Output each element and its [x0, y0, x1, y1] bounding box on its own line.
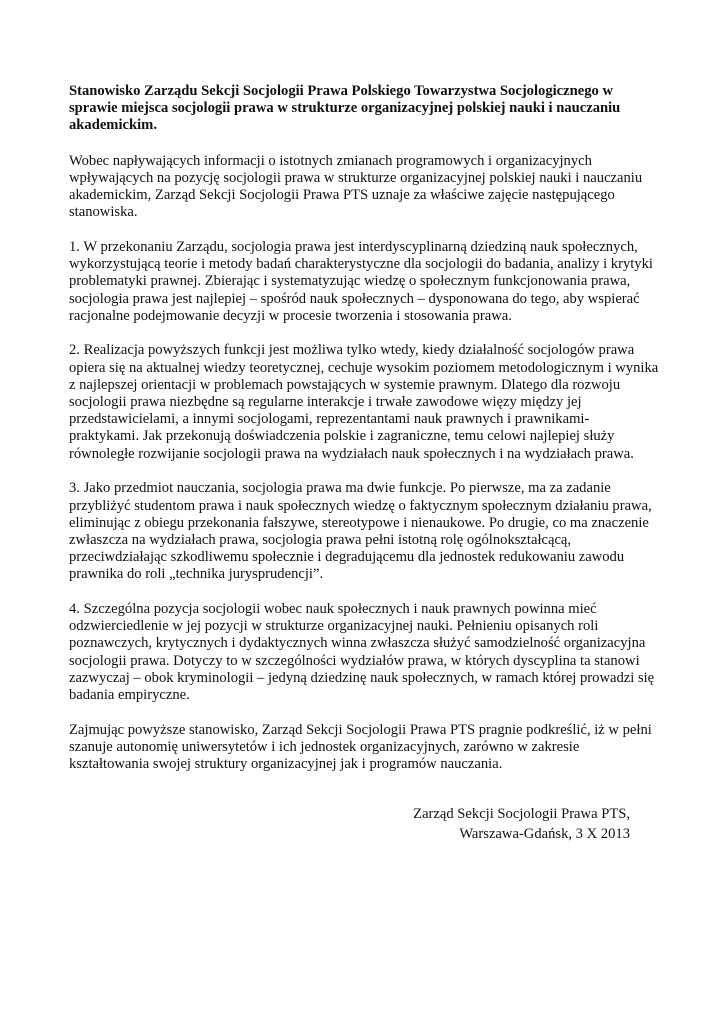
point-1-paragraph: 1. W przekonaniu Zarządu, socjologia prawa jest interdyscyplinarną dziedziną nauk społecznych, wykorzystującą teorie i metody badań charakterystyczne dla socjologii do badania, analizy i krytyki problematyki prawnej. Zbierając i systematyzując wiedzę o społecznym funkcjonowania prawa, socjologia prawa jest najlepiej – spośród nauk społecznych – dysponowana do tego, aby wspierać racjonalne podejmowanie decyzji w procesie tworzenia i stosowania prawa. [69, 238, 653, 324]
signature-block [413, 804, 630, 844]
point-4-paragraph: 4. Szczególna pozycja socjologii wobec nauk społecznych i nauk prawnych powinna mieć odzwierciedlenie w jej pozycji w strukturze organizacyjnej nauki. Pełnieniu opisanych roli poznawczych, krytycznych i dydaktycznych winna zwłaszcza służyć samodzielność organizacyjna socjologii prawa. Dotyczy to w szczególności wydziałów prawa, w których dyscyplina ta stanowi zazwyczaj – obok kryminologii – jedyną dziedzinę nauk społecznych, w ramach której prowadzi się badania empiryczne. [69, 601, 655, 704]
signature-line-1: Zarząd Sekcji Socjologii Prawa PTS, [413, 806, 630, 822]
document-title: Stanowisko Zarządu Sekcji Socjologii Prawa Polskiego Towarzystwa Socjologicznego w sprawie miejsca socjologii prawa w strukturze organizacyjnej polskiej nauki i nauczaniu akademickim. [69, 83, 621, 134]
document-body [69, 83, 659, 791]
intro-paragraph: Wobec napływających informacji o istotnych zmianach programowych i organizacyjnych wpływających na pozycję socjologii prawa w strukturze organizacyjnej polskiej nauki i nauczaniu akademickim, Zarząd Sekcji Socjologii Prawa PTS uznaje za właściwe zajęcie następującego stanowiska. [69, 152, 643, 221]
point-3-paragraph: 3. Jako przedmiot nauczania, socjologia prawa ma dwie funkcje. Po pierwsze, ma za zadanie przybliżyć studentom prawa i nauk społecznych wiedzę o faktycznym społecznym działaniu prawa, eliminując z obiegu przekonania fałszywe, stereotypowe i nienaukowe. Po drugie, co ma znaczenie zwłaszcza na wydziałach prawa, socjologia prawa pełni istotną rolę ogólnokształcącą, przeciwdziałając szkodliwemu społecznie i degradującemu dla jednostek redukowaniu zawodu prawnika do roli „technika jurysprudencji”. [69, 480, 652, 583]
point-2-paragraph: 2. Realizacja powyższych funkcji jest możliwa tylko wtedy, kiedy działalność socjologów prawa opiera się na aktualnej wiedzy teoretycznej, cechuje wysokim poziomem metodologicznym i wynika z najlepszej orientacji w problemach powstających w systemie prawnym. Dlatego dla rozwoju socjologii prawa niezbędne są regularne interakcje i trwałe zawodowe więzy między jej przedstawicielami, a innymi socjologami, reprezentantami nauk prawnych i prawnikami-praktykami. Jak przekonują doświadczenia polskie i zagraniczne, temu celowi najlepiej służy równoległe rozwijanie socjologii prawa na wydziałach nauk społecznych i na wydziałach prawa. [69, 342, 659, 462]
closing-paragraph: Zajmując powyższe stanowisko, Zarząd Sekcji Socjologii Prawa PTS pragnie podkreślić, iż w pełni szanuje autonomię uniwersytetów i ich jednostek organizacyjnych, zarówno w zakresie kształtowania swojej struktury organizacyjnej jak i programów nauczania. [69, 721, 652, 773]
signature-line-2: Warszawa-Gdańsk, 3 X 2013 [459, 826, 630, 842]
